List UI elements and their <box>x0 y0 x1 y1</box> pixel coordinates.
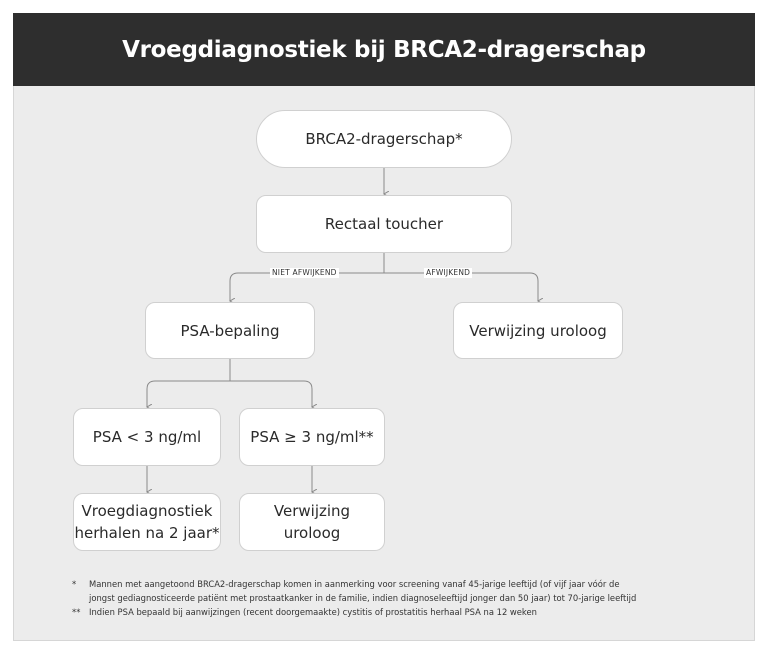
footnote-2-mark: ** <box>72 607 81 617</box>
node-repeat-screening-label: Vroegdiagnostiek herhalen na 2 jaar* <box>74 502 220 542</box>
footnote-1-mark: * <box>72 579 77 589</box>
node-psa-low <box>73 408 221 466</box>
node-rectal-exam-label: Rectaal toucher <box>324 215 444 233</box>
edge-label-abnormal: AFWIJKEND <box>426 268 471 277</box>
node-psa-high <box>239 408 385 466</box>
footnote-1 <box>72 577 722 605</box>
node-psa-test-label: PSA-bepaling <box>180 321 280 340</box>
edge-psa-high <box>230 381 312 407</box>
diagram-title: Vroegdiagnostiek bij BRCA2-dragerschap <box>13 13 755 86</box>
node-brca2-carrier <box>256 110 512 168</box>
node-refer-urologist-2-label: Verwijzing uroloog <box>273 502 351 542</box>
edge-label-not-abnormal: NIET AFWIJKEND <box>272 268 337 277</box>
node-refer-urologist-label: Verwijzing uroloog <box>469 321 607 340</box>
footnote-1-text: Mannen met aangetoond BRCA2-dragerschap komen in aanmerking voor screening vanaf 45-jarige leeftijd (of vijf jaar vóór de jongst gediagnosticeerde patiënt met prostaatkanker in de familie, indien diagnoseleeftijd jonger dan 50 jaar) tot 70-jarige leeftijd <box>89 579 637 603</box>
node-psa-test <box>145 302 315 359</box>
node-brca2-carrier-label: BRCA2-dragerschap* <box>305 130 463 148</box>
edge-psa-low <box>147 381 230 407</box>
node-rectal-exam <box>256 195 512 253</box>
node-psa-low-label: PSA < 3 ng/ml <box>92 428 202 446</box>
footnote-2-text: Indien PSA bepaald bij aanwijzingen (recent doorgemaakte) cystitis of prostatitis herhaal PSA na 12 weken <box>89 607 537 617</box>
node-refer-urologist <box>453 302 623 359</box>
footnote-2 <box>72 605 722 619</box>
node-refer-urologist-2 <box>239 493 385 551</box>
footnotes <box>72 577 722 619</box>
node-psa-high-label: PSA ≥ 3 ng/ml** <box>250 428 374 446</box>
node-repeat-screening <box>73 493 221 551</box>
